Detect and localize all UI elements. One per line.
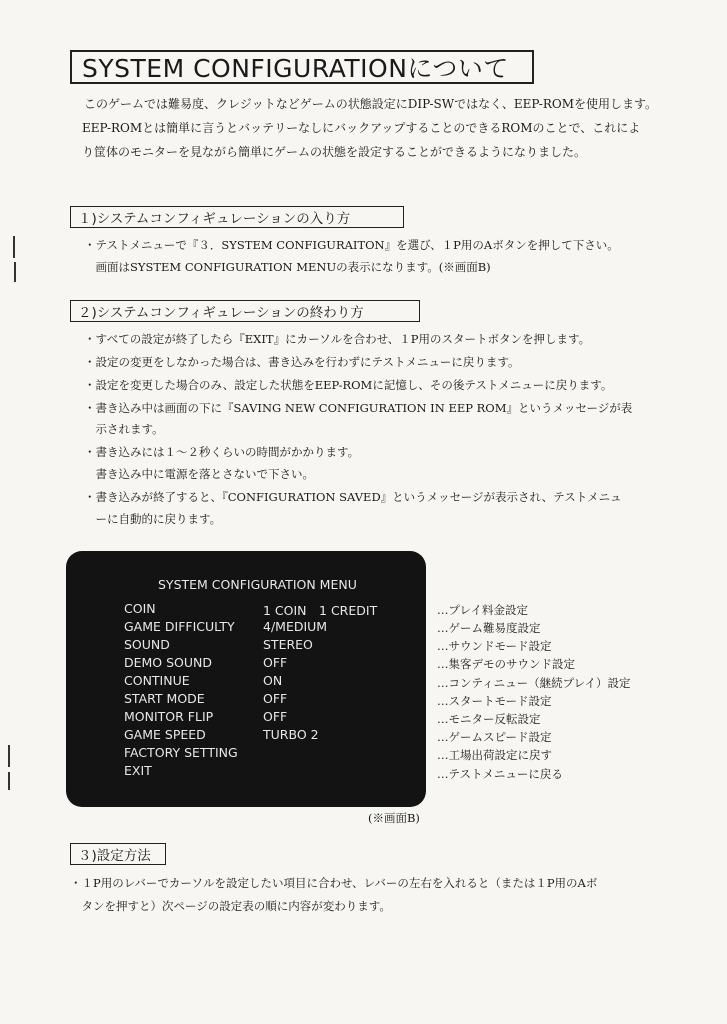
menu-item-description: …サウンドモード設定 bbox=[437, 639, 552, 653]
section2-line: 示されます。 bbox=[84, 422, 164, 436]
section2-line: ・書き込みが終了すると、『CONFIGURATION SAVED』というメッセージが表示され、テストメニュ bbox=[84, 490, 622, 504]
menu-item-description: …テストメニューに戻る bbox=[437, 767, 563, 781]
screen-title: SYSTEM CONFIGURATION MENU bbox=[158, 577, 357, 592]
menu-item-label: START MODE bbox=[124, 691, 205, 706]
intro-line: EEP-ROMとは簡単に言うとバッテリーなしにバックアップすることのできるROMのことで、これによ bbox=[82, 121, 641, 135]
section3-line: タンを押すと）次ページの設定表の順に内容が変わります。 bbox=[70, 899, 391, 913]
menu-item-value: ON bbox=[263, 673, 283, 688]
menu-item-description: …ゲーム難易度設定 bbox=[437, 621, 541, 635]
screen-caption: (※画面B) bbox=[368, 811, 420, 825]
section2-line: ・設定を変更した場合のみ、設定した状態をEEP-ROMに記憶し、その後テストメニューに戻ります。 bbox=[84, 378, 613, 392]
intro-line: り筐体のモニターを見ながら簡単にゲームの状態を設定することができるようになりました。 bbox=[82, 145, 587, 159]
config-menu-screen bbox=[66, 551, 426, 807]
menu-item-value: OFF bbox=[263, 655, 288, 670]
margin-mark bbox=[8, 745, 10, 767]
menu-item-label: DEMO SOUND bbox=[124, 655, 213, 670]
menu-item-label: GAME DIFFICULTY bbox=[124, 619, 235, 634]
section3-heading bbox=[70, 843, 166, 865]
menu-item-label: SOUND bbox=[124, 637, 170, 652]
section2-line: 書き込み中に電源を落とさないで下さい。 bbox=[84, 467, 314, 481]
menu-item-description: …プレイ料金設定 bbox=[437, 603, 528, 617]
section2-line: ・書き込みには１～２秒くらいの時間がかかります。 bbox=[84, 445, 360, 459]
menu-item-description: …工場出荷設定に戻す bbox=[437, 748, 552, 762]
menu-item-label: CONTINUE bbox=[124, 673, 190, 688]
menu-item-description: …モニター反転設定 bbox=[437, 712, 541, 726]
section2-heading-text: ２)システムコンフィギュレーションの終わり方 bbox=[78, 305, 364, 321]
menu-item-description: …ゲームスピード設定 bbox=[437, 730, 552, 744]
section2-heading bbox=[70, 300, 420, 322]
menu-item-value: OFF bbox=[263, 691, 288, 706]
section1-heading-text: １)システムコンフィギュレーションの入り方 bbox=[78, 211, 351, 227]
section1-line: 画面はSYSTEM CONFIGURATION MENUの表示になります。(※画面B) bbox=[84, 260, 491, 274]
section3-line: ・１P用のレバーでカーソルを設定したい項目に合わせ、レバーの左右を入れると（または１P用のAボ bbox=[70, 876, 598, 890]
section1-line: ・テストメニューで『３．SYSTEM CONFIGURAITON』を選び、１P用のAボタンを押して下さい。 bbox=[84, 238, 619, 252]
menu-item-value: OFF bbox=[263, 709, 288, 724]
menu-item-value: 4/MEDIUM bbox=[263, 619, 328, 634]
menu-item-value: TURBO 2 bbox=[263, 727, 319, 742]
margin-mark bbox=[14, 262, 16, 282]
intro-paragraph bbox=[84, 92, 657, 164]
menu-item-value: 1 COIN 1 CREDIT bbox=[263, 603, 378, 618]
page-title-text: SYSTEM CONFIGURATIONについて bbox=[82, 54, 509, 83]
section1-heading bbox=[70, 206, 404, 228]
menu-item-label: GAME SPEED bbox=[124, 727, 206, 742]
menu-item-description: …スタートモード設定 bbox=[437, 694, 552, 708]
menu-item-label: EXIT bbox=[124, 763, 152, 778]
section2-line: ・設定の変更をしなかった場合は、書き込みを行わずにテストメニューに戻ります。 bbox=[84, 355, 520, 369]
page-title bbox=[70, 50, 534, 84]
section2-line: ーに自動的に戻ります。 bbox=[84, 512, 222, 526]
margin-mark bbox=[8, 772, 10, 790]
menu-item-label: FACTORY SETTING bbox=[124, 745, 238, 760]
menu-item-value: STEREO bbox=[263, 637, 313, 652]
menu-item-description: …コンティニュー（継続プレイ）設定 bbox=[437, 676, 631, 690]
section2-line: ・書き込み中は画面の下に『SAVING NEW CONFIGURATION IN EEP ROM』というメッセージが表 bbox=[84, 401, 633, 415]
menu-item-description: …集客デモのサウンド設定 bbox=[437, 657, 575, 671]
menu-item-label: COIN bbox=[124, 601, 156, 616]
menu-item-label: MONITOR FLIP bbox=[124, 709, 214, 724]
section2-line: ・すべての設定が終了したら『EXIT』にカーソルを合わせ、１P用のスタートボタンを押します。 bbox=[84, 332, 591, 346]
margin-mark bbox=[13, 236, 15, 258]
section3-heading-text: ３)設定方法 bbox=[78, 848, 151, 864]
intro-line: このゲームでは難易度、クレジットなどゲームの状態設定にDIP-SWではなく、EEP-ROMを使用します。 bbox=[84, 97, 658, 111]
